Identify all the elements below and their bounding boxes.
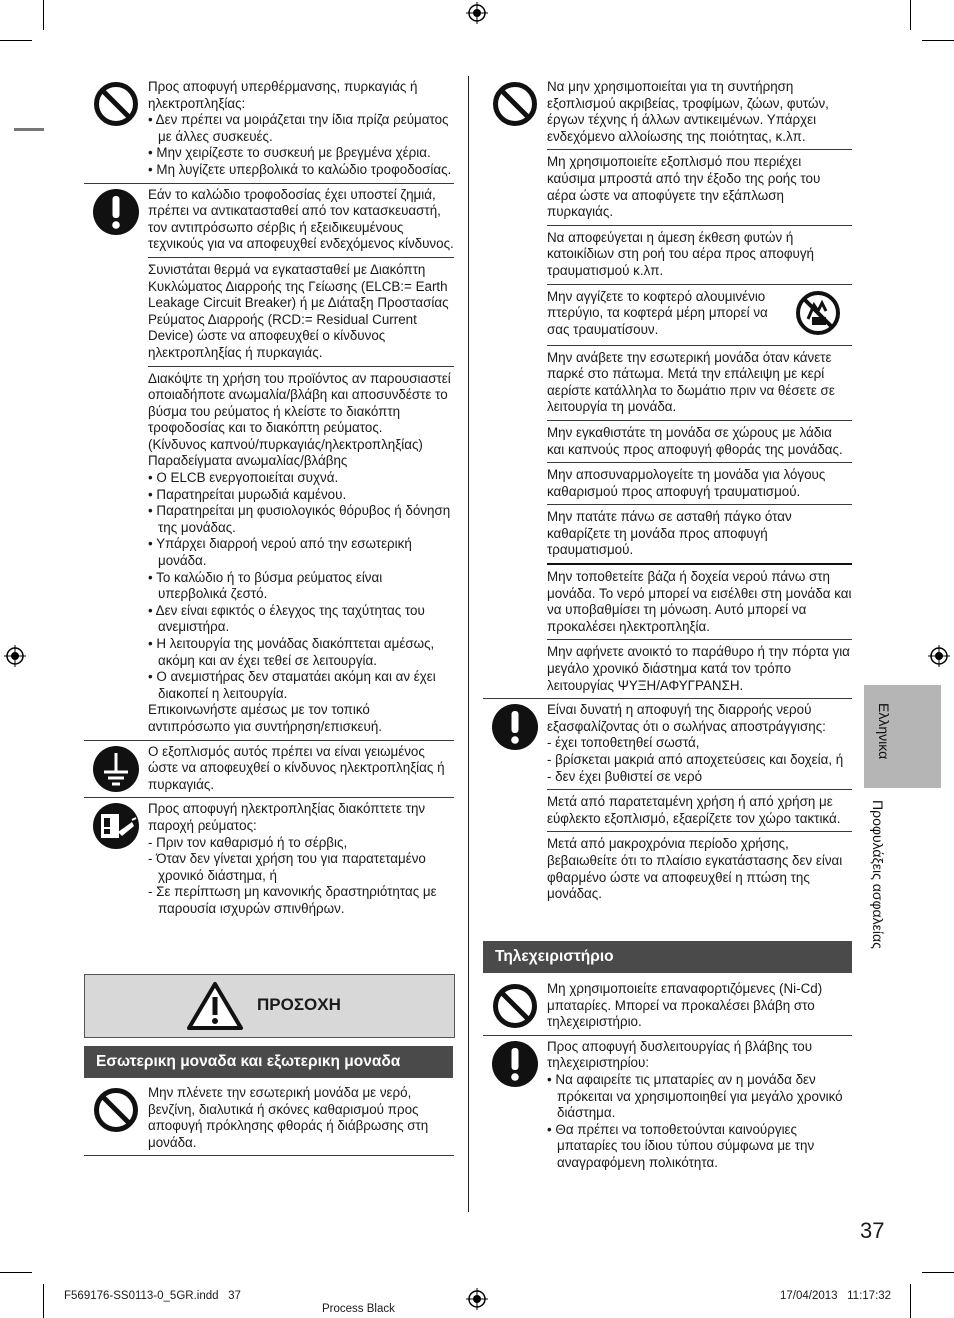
crop-mark	[43, 1284, 44, 1318]
crop-mark	[0, 40, 32, 41]
list-item: • Να αφαιρείτε τις μπαταρίες αν η μονάδα δεν πρόκειται να χρησιμοποιηθεί για μεγάλο χρονικό διάστημα.	[547, 1071, 843, 1121]
list-item: • Δεν είναι εφικτός ο έλεγχος της ταχύτητας του ανεμιστήρα.	[148, 602, 425, 635]
list-item: • Υπάρχει διαρροή νερού από την εσωτερική μονάδα.	[148, 536, 412, 569]
list-item: • Δεν πρέπει να μοιράζεται την ίδια πρίζα ρεύματος με άλλες συσκευές.	[148, 112, 449, 144]
list-item: - βρίσκεται μακριά από αποχετεύσεις και δοχεία, ή	[547, 752, 844, 767]
prohibition-icon	[92, 1086, 140, 1134]
page-number: 37	[860, 1218, 885, 1243]
warning-triangle-icon	[186, 981, 244, 1031]
ground-icon	[92, 745, 140, 793]
entry-text: Μην αφήνετε ανοικτό το παράθυρο ή την πόρτα για μεγάλο χρονικό διάστημα κατά τον τρόπο λειτουργίας ΨΥΞΗ/ΑΦΥΓΡΑΝΣΗ.	[547, 644, 850, 693]
list-item: • Το καλώδιο ή το βύσμα ρεύματος είναι υπερβολικά ζεστό.	[148, 569, 383, 602]
entry-text: (Κίνδυνος καπνού/πυρκαγιάς/ηλεκτροπληξίας)	[148, 436, 423, 452]
warning-entry-usage	[483, 76, 852, 699]
registration-mark	[466, 2, 488, 24]
warning-entry-grounding	[84, 741, 454, 799]
mandatory-icon	[92, 188, 140, 236]
entry-text: Προς αποφυγή υπερθέρμανσης, πυρκαγιάς ή ηλεκτροπληξίας:	[148, 79, 418, 111]
registration-mark	[466, 1288, 488, 1310]
chapter-label: Προφυλάξεις ασφαλείας	[870, 800, 886, 949]
right-column-lower	[483, 978, 852, 1176]
registration-mark	[928, 645, 950, 667]
caution-entry-remote	[483, 1036, 852, 1176]
entry-text: Μη χρησιμοποιείτε εξοπλισμό που περιέχει καύσιμα μπροστά από την έξοδο της ροής του αέρα ώστε να αποφύγετε την εξάπλωση πυρκαγιάς.	[547, 154, 821, 220]
section-header-indoor-outdoor: Εσωτερικη μοναδα και εξωτερικη μοναδα	[84, 1046, 453, 1078]
entry-text: Εάν το καλώδιο τροφοδοσίας έχει υποστεί ζημιά, πρέπει να αντικατασταθεί από τον κατασκευαστή, τον αντιπρόσωπο σέρβις ή εξειδικευμένους τεχνικούς για να αποφευχθεί ενδεχόμενος κίνδυνος.	[148, 186, 454, 252]
left-column	[84, 76, 454, 922]
entry-text: Μην αγγίζετε το κοφτερό αλουμινένιο πτερύγιο, τα κοφτερά μέρη μπορεί να σας τραυματίσουν.	[547, 288, 768, 337]
unplug-icon	[92, 802, 140, 850]
entry-text: Μην πλένετε την εσωτερική μονάδα με νερό, βενζίνη, διαλυτικά ή σκόνες καθαρισμού προς αποφυγή πρόκλησης φθοράς ή διάβρωσης στη μονάδα.	[148, 1085, 429, 1150]
prohibition-icon	[491, 80, 539, 128]
crop-mark	[910, 0, 911, 30]
entry-text: Ο εξοπλισμός αυτός πρέπει να είναι γειωμένος ώστε να αποφευχθεί ο κίνδυνος ηλεκτροπληξίας ή πυρκαγιάς.	[148, 743, 445, 792]
list-item: • Παρατηρείται μη φυσιολογικός θόρυβος ή δόνηση της μονάδας.	[148, 503, 451, 535]
entry-text: Διακόψτε τη χρήση του προϊόντος αν παρουσιαστεί οποιαδήποτε ανωμαλία/βλάβη και αποσυνδέστε το βύσμα του ρεύματος ή κλείστε το διακόπτη τροφοδοσίας και το διακόπτη ρεύματος.	[148, 370, 451, 436]
list-item: • Η λειτουργία της μονάδας διακόπτεται αμέσως, ακόμη και αν έχει τεθεί σε λειτουργία.	[148, 636, 435, 668]
list-item: • Παρατηρείται μυρωδιά καμένου.	[148, 486, 347, 502]
caution-label: ΠΡΟΣΟΧΗ	[257, 995, 341, 1014]
entry-text: Μην πατάτε πάνω σε ασταθή πάγκο όταν καθαρίζετε τη μονάδα προς αποφυγή τραυματισμού.	[547, 509, 792, 558]
list-item: • Ο ανεμιστήρας δεν σταματάει ακόμη και αν έχει διακοπεί η λειτουργία.	[148, 669, 436, 701]
entry-text: Μετά από παρατεταμένη χρήση ή από χρήση με εύφλεκτο εξοπλισμό, εξαερίζετε τον χώρο τακτικά.	[547, 794, 841, 826]
list-item: • Μη λυγίζετε υπερβολικά το καλώδιο τροφοδοσίας.	[148, 161, 452, 177]
entry-text: Επικοινωνήστε αμέσως με τον τοπικό αντιπρόσωπο για συντήρηση/επισκευή.	[148, 702, 383, 734]
list-item: • Μην χειρίζεστε το συσκευή με βρεγμένα χέρια.	[148, 145, 431, 161]
caution-box	[84, 974, 455, 1038]
no-touch-fin-icon	[794, 289, 842, 337]
list-item: - Όταν δεν γίνεται χρήση του για παρατεταμένο χρονικό διάστημα, ή	[148, 851, 426, 883]
entry-text: Παραδείγματα ανωμαλίας/βλάβης	[148, 453, 348, 469]
footer-date: 17/04/2013 11:17:32	[780, 1290, 892, 1302]
list-item: • Ο ELCB ενεργοποιείται συχνά.	[148, 470, 339, 486]
warning-entry-unplug	[84, 798, 454, 921]
list-item: - Σε περίπτωση μη κανονικής δραστηριότητας με παρουσία ισχυρών σπινθήρων.	[148, 884, 437, 916]
list-item: • Θα πρέπει να τοποθετούνται καινούργιες μπαταρίες του ίδιου τύπου σύμφωνα με την αναγραφόμενη πολικότητα.	[547, 1121, 815, 1170]
list-item: - έχει τοποθετηθεί σωστά,	[547, 735, 700, 751]
footer-process: Process Black	[322, 1303, 395, 1315]
list-item: - δεν έχει βυθιστεί σε νερό	[547, 768, 703, 784]
entry-text: Να αποφεύγεται η άμεση έκθεση φυτών ή κατοικίδιων στη ροή του αέρα προς αποφυγή τραυματισμού κ.λπ.	[547, 229, 814, 278]
left-column-lower	[84, 1082, 454, 1156]
crop-mark	[910, 1284, 911, 1318]
entry-text: Προς αποφυγή δυσλειτουργίας ή βλάβης του τηλεχειριστηρίου:	[547, 1038, 813, 1071]
entry-text: Μην τοποθετείτε βάζα ή δοχεία νερού πάνω στη μονάδα. Το νερό μπορεί να εισέλθει στη μονάδα και να υποβαθμίσει τη μόνωση. Αυτό μπορεί να προκαλέσει ηλεκτροπληξία.	[547, 569, 852, 634]
margin-mark	[14, 128, 44, 131]
entry-text: Μην εγκαθιστάτε τη μονάδα σε χώρους με λάδια και καπνούς προς αποφυγή φθοράς της μονάδας.	[547, 424, 843, 457]
caution-entry-batteries	[483, 978, 852, 1036]
entry-text: Να μην χρησιμοποιείται για τη συντήρηση εξοπλισμού ακριβείας, τροφίμων, ζώων, φυτών, έργων τέχνης ή άλλων αντικειμένων. Υπάρχει ενδεχόμενο αλλοίωσης της ποιότητας, κ.λπ.	[547, 79, 829, 144]
mandatory-icon	[491, 1040, 539, 1088]
language-tab	[864, 685, 941, 788]
mandatory-icon	[491, 703, 539, 751]
crop-mark	[922, 40, 954, 41]
prohibition-icon	[491, 982, 539, 1030]
warning-entry-drain	[483, 699, 852, 907]
caution-entry-washing	[84, 1082, 454, 1156]
entry-text: Συνιστάται θερμά να εγκατασταθεί με Διακόπτη Κυκλώματος Διαρροής της Γείωσης (ELCB:= Earth Leakage Circuit Breaker) ή με Διάταξη Προστασίας Ρεύματος Διαρροής (RCD:= Residual Current Device) ώστε να αποφευχθεί ο κίνδυνος ηλεκτροπληξίας ή πυρκαγιάς.	[148, 261, 449, 360]
entry-text: Μετά από μακροχρόνια περίοδο χρήσης, βεβαιωθείτε ότι το πλαίσιο εγκατάστασης δεν είναι φθαρμένο ώστε να αποφευχθεί η πτώση της μονάδας.	[547, 836, 843, 902]
crop-mark	[922, 1272, 954, 1273]
column-divider	[468, 76, 469, 1212]
footer-file: F569176-SS0113-0_5GR.indd 37	[64, 1290, 241, 1302]
entry-text: Προς αποφυγή ηλεκτροπληξίας διακόπτετε την παροχή ρεύματος:	[148, 801, 426, 833]
entry-text: Μην ανάβετε την εσωτερική μονάδα όταν κάνετε παρκέ στο πάτωμα. Μετά την επάλειψη με κερί αερίστε κατάλληλα το δωμάτιο πριν να θέσετε σε λειτουργία τη μονάδα.	[547, 349, 835, 415]
crop-mark	[43, 0, 44, 30]
prohibition-icon	[92, 80, 140, 128]
crop-mark	[0, 1272, 32, 1273]
entry-text: Είναι δυνατή η αποφυγή της διαρροής νερού εξασφαλίζοντας ότι ο σωλήνας αποστράγγισης:	[547, 702, 826, 734]
right-column	[483, 76, 852, 907]
entry-text: Μην αποσυναρμολογείτε τη μονάδα για λόγους καθαρισμού προς αποφυγή τραυματισμού.	[547, 467, 826, 499]
entry-text: Μη χρησιμοποιείτε επαναφορτιζόμενες (Ni-Cd) μπαταρίες. Μπορεί να προκαλέσει βλάβη στο τηλεχειριστήριο.	[547, 981, 823, 1030]
warning-entry-overheating	[84, 76, 454, 184]
warning-entry-cord	[84, 184, 454, 741]
registration-mark	[4, 645, 26, 667]
language-tab-label: Ελληνικα	[876, 703, 892, 760]
list-item: - Πριν τον καθαρισμό ή το σέρβις,	[148, 834, 348, 850]
section-header-remote: Τηλεχειριστήριο	[483, 941, 852, 973]
